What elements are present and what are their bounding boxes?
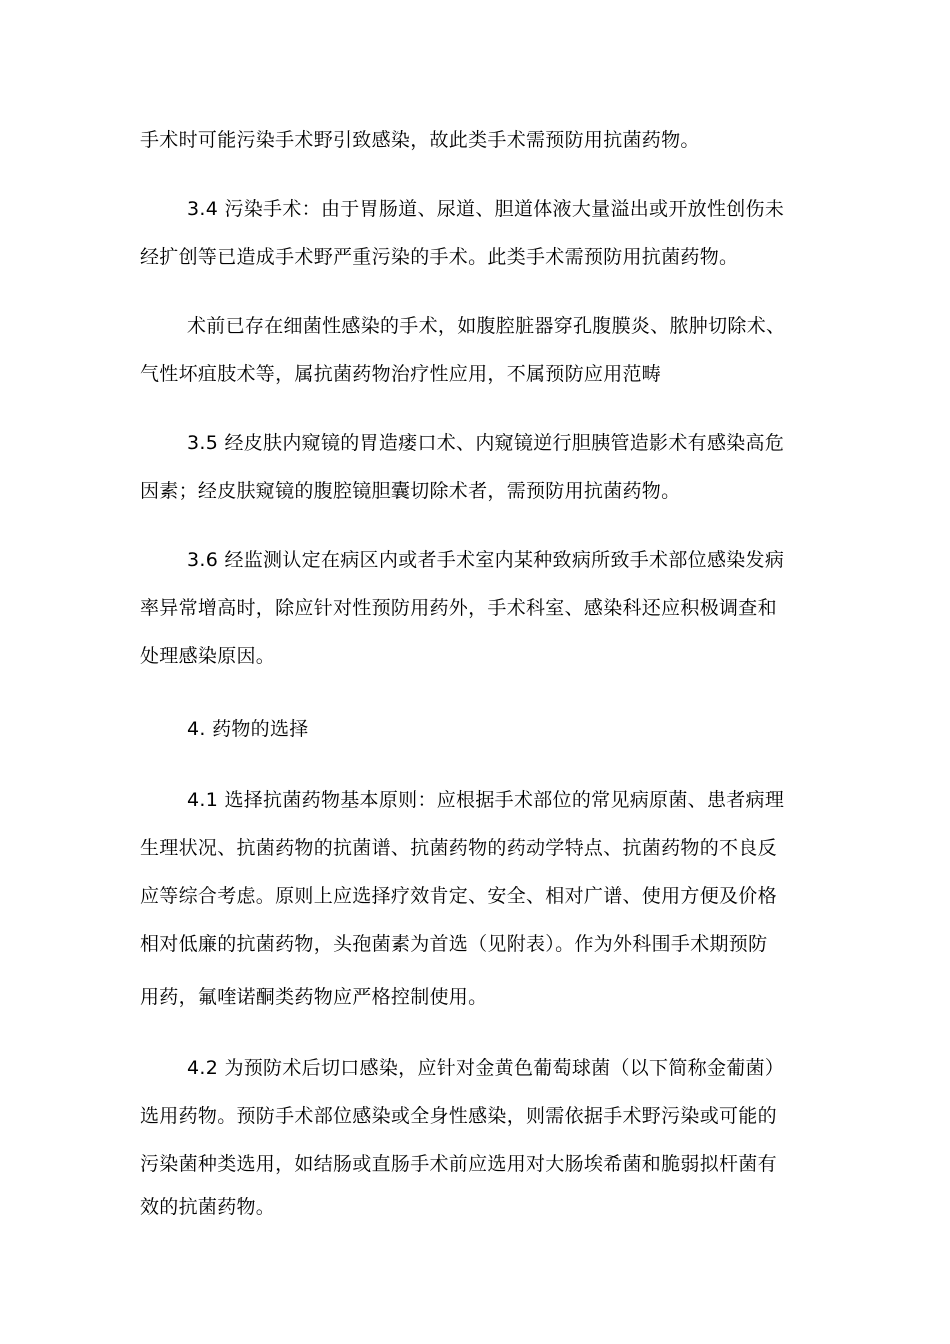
paragraph-line: 气性坏疽肢术等，属抗菌药物治疗性应用，不属预防应用范畴 xyxy=(140,363,662,385)
paragraph-line: 率异常增高时，除应针对性预防用药外，手术科室、感染科还应积极调查和 xyxy=(140,597,777,619)
paragraph-line: 应等综合考虑。原则上应选择疗效肯定、安全、相对广谱、使用方便及价格 xyxy=(140,885,777,907)
paragraph-line: 生理状况、抗菌药物的抗菌谱、抗菌药物的药动学特点、抗菌药物的不良反 xyxy=(140,837,777,859)
paragraph-line: 用药，氟喹诺酮类药物应严格控制使用。 xyxy=(140,986,488,1008)
paragraph-line: 选用药物。预防手术部位感染或全身性感染，则需依据手术野污染或可能的 xyxy=(140,1105,777,1127)
paragraph-line: 4.1 选择抗菌药物基本原则：应根据手术部位的常见病原菌、患者病理 xyxy=(187,789,785,811)
section-heading: 4. 药物的选择 xyxy=(187,718,309,740)
paragraph-line: 处理感染原因。 xyxy=(140,645,276,667)
paragraph-line: 3.4 污染手术：由于胃肠道、尿道、胆道体液大量溢出或开放性创伤未 xyxy=(187,198,785,220)
paragraph-line: 污染菌种类选用，如结肠或直肠手术前应选用对大肠埃希菌和脆弱拟杆菌有 xyxy=(140,1153,777,1175)
paragraph-line: 3.5 经皮肤内窥镜的胃造瘘口术、内窥镜逆行胆胰管造影术有感染高危 xyxy=(187,432,785,454)
paragraph-line: 因素；经皮肤窥镜的腹腔镜胆囊切除术者，需预防用抗菌药物。 xyxy=(140,480,681,502)
paragraph-line: 手术时可能污染手术野引致感染，故此类手术需预防用抗菌药物。 xyxy=(140,129,700,151)
paragraph-line: 3.6 经监测认定在病区内或者手术室内某种致病所致手术部位感染发病 xyxy=(187,549,785,571)
paragraph-line: 经扩创等已造成手术野严重污染的手术。此类手术需预防用抗菌药物。 xyxy=(140,246,739,268)
paragraph-line: 效的抗菌药物。 xyxy=(140,1196,276,1218)
paragraph-line: 4.2 为预防术后切口感染，应针对金黄色葡萄球菌（以下简称金葡菌） xyxy=(187,1057,785,1079)
paragraph-line: 术前已存在细菌性感染的手术，如腹腔脏器穿孔腹膜炎、脓肿切除术、 xyxy=(187,315,786,337)
paragraph-line: 相对低廉的抗菌药物，头孢菌素为首选（见附表）。作为外科围手术期预防 xyxy=(140,933,768,955)
